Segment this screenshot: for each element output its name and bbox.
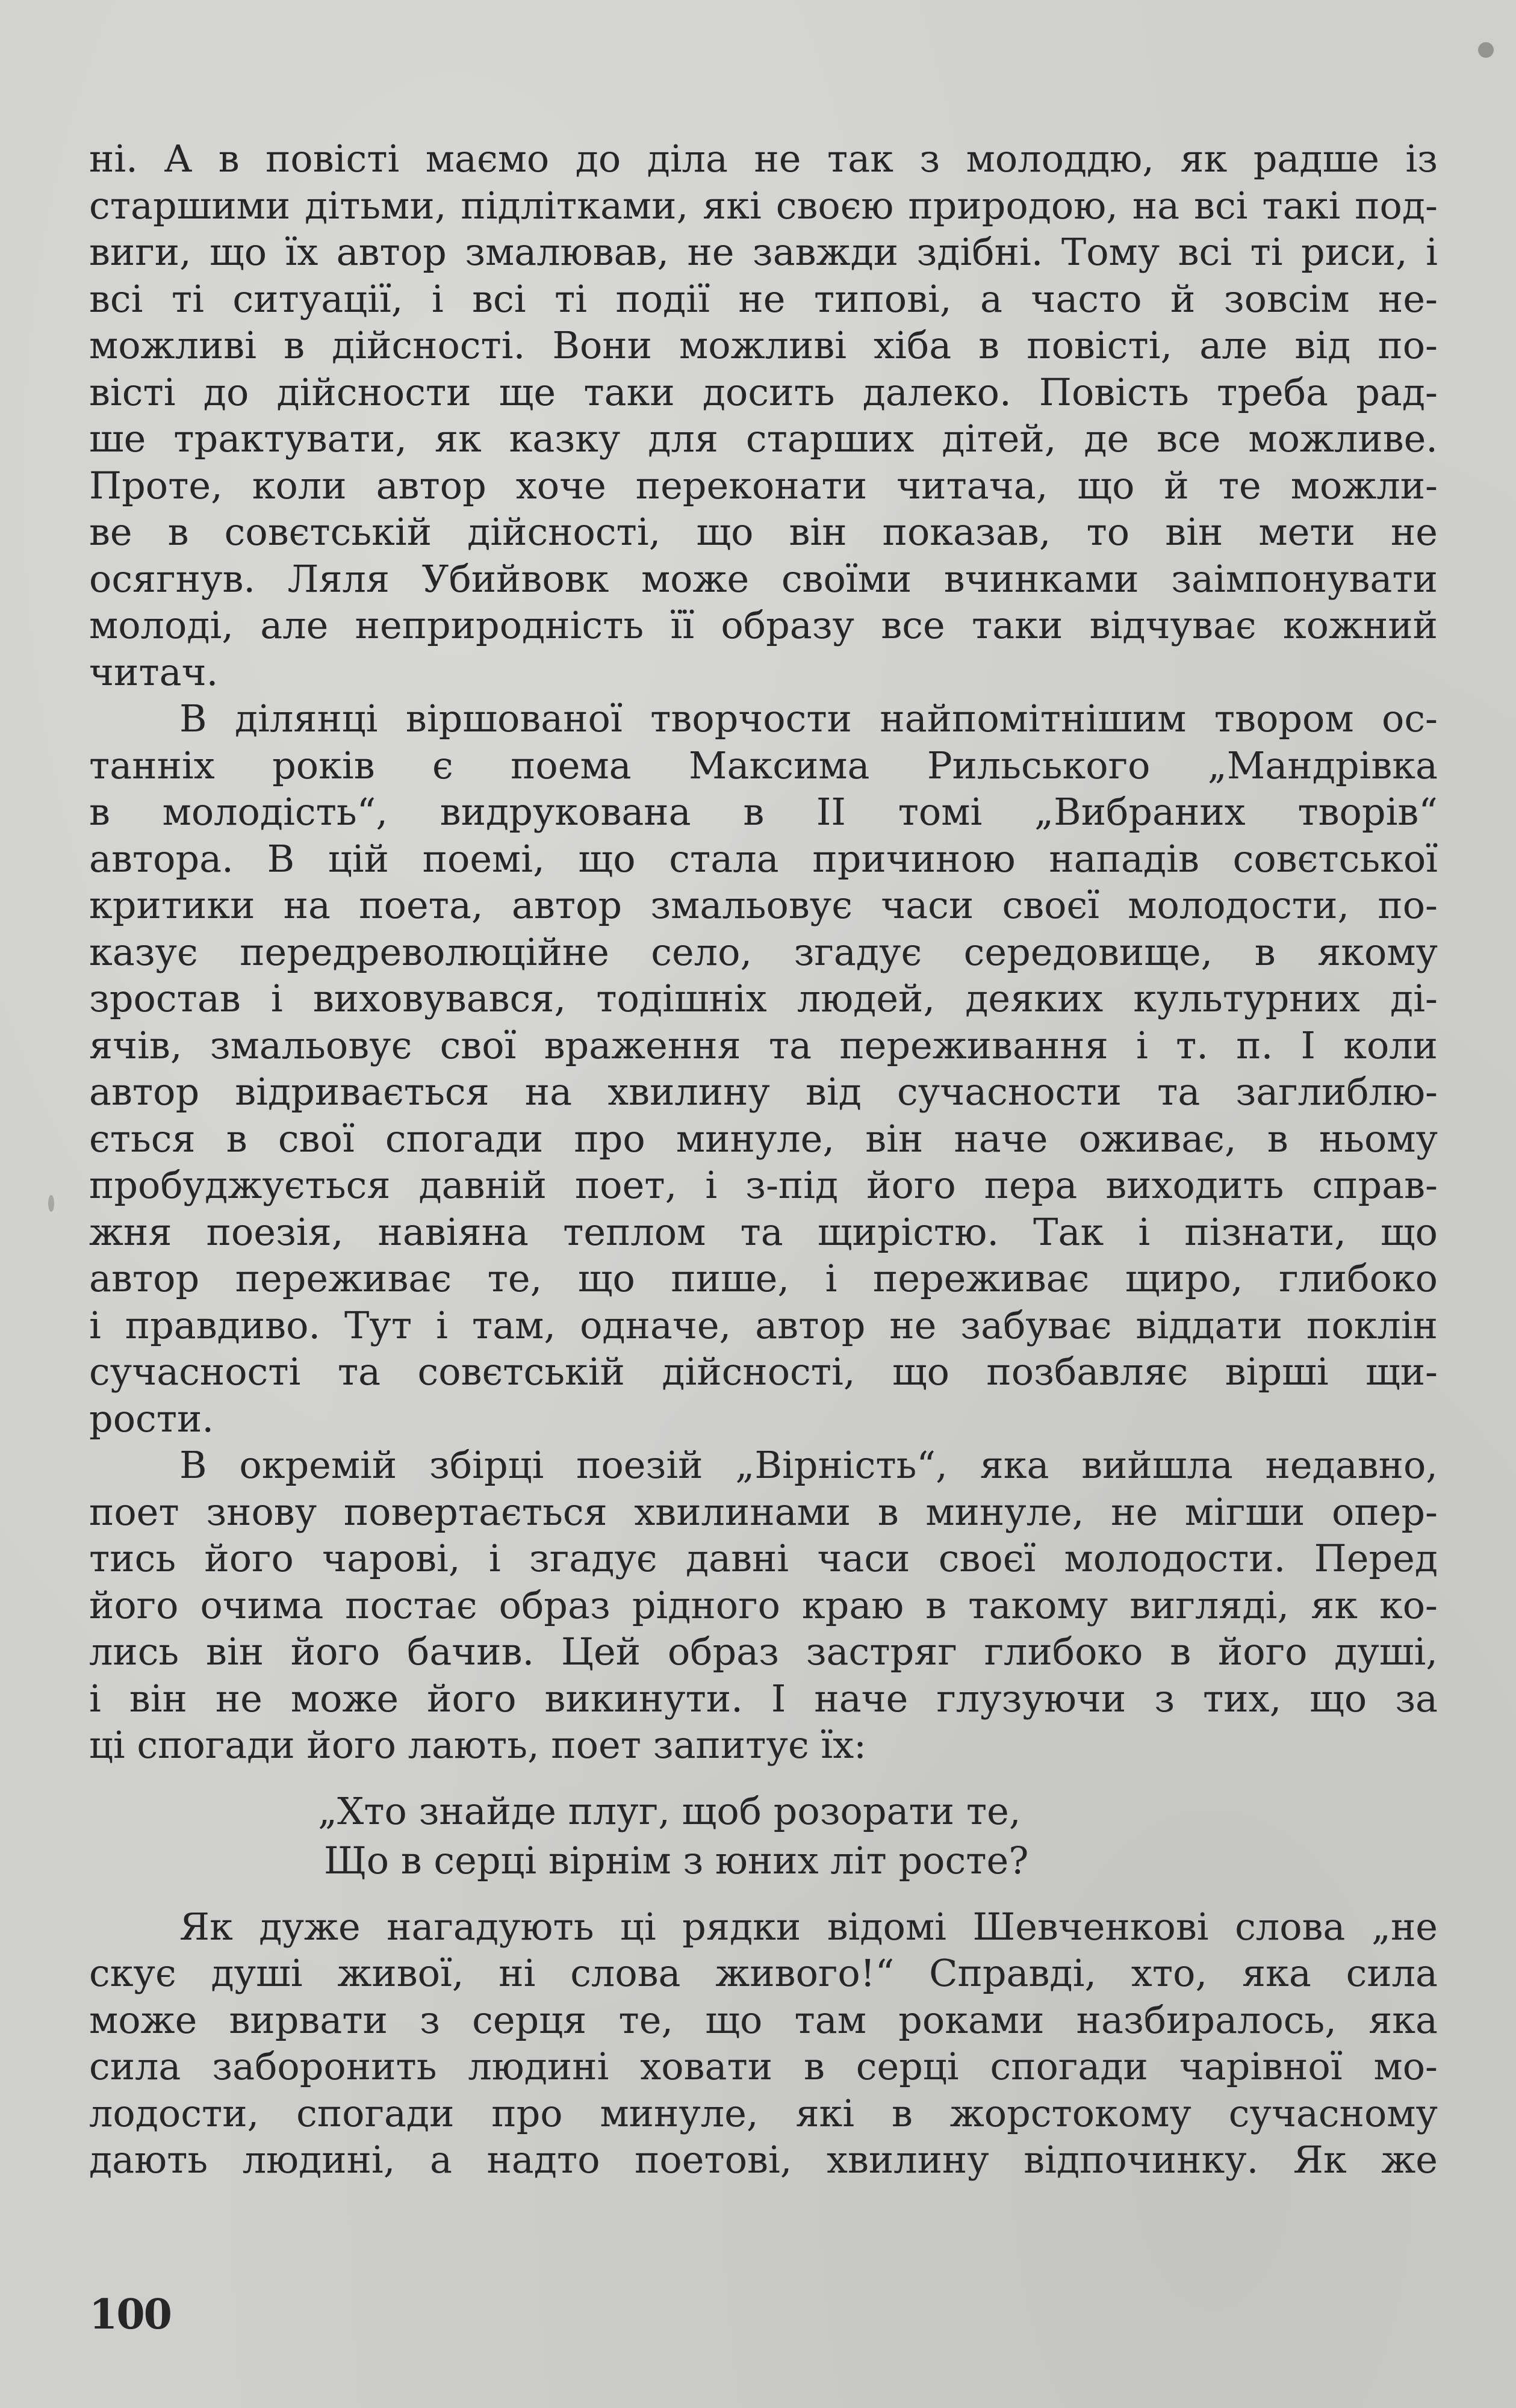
text-line: В окремій збірці поезій „Вірність“, яка вийшла недавно, [179, 1443, 1438, 1487]
page-number: 100 [89, 2291, 171, 2339]
text-line: виги, що їх автор змалював, не завжди здібні. Тому всі ті риси, і [89, 230, 1438, 274]
text-line: автор відривається на хвилину від сучасности та заглиблю- [89, 1070, 1438, 1114]
text-line: всі ті ситуації, і всі ті події не типові, а часто й зовсім не- [89, 276, 1438, 321]
poem-line: Що в серці вірнім з юних літ росте? [324, 1838, 1029, 1882]
text-line: скує душі живої, ні слова живого!“ Справді, хто, яка сила [89, 1951, 1438, 1995]
text-line: танніх років є поема Максима Рильського „Мандрівка [89, 743, 1438, 787]
text-line: вісті до дійсности ще таки досить далеко. Повість треба рад- [89, 370, 1438, 414]
text-line: можливі в дійсності. Вони можливі хіба в повісті, але від по- [89, 323, 1438, 367]
text-line: може вирвати з серця те, що там роками назбиралось, яка [89, 1997, 1438, 2042]
page-text [89, 135, 1438, 2183]
text-line: зростав і виховувався, тодішніх людей, деяких культурних ді- [89, 976, 1438, 1020]
text-line: ється в свої спогади про минуле, він наче оживає, в ньому [89, 1116, 1438, 1161]
text-line: сучасності та совєтській дійсності, що позбавляє вірші щи- [89, 1350, 1438, 1394]
text-line: і правдиво. Тут і там, одначе, автор не забуває віддати поклін [89, 1303, 1438, 1347]
poem-line: „Хто знайде плуг, щоб розорати те, [318, 1789, 1021, 1833]
poem-spacer [89, 1769, 1438, 1787]
text-line: лись він його бачив. Цей образ застряг глибоко в його душі, [89, 1630, 1438, 1674]
text-line: старшими дітьми, підлітками, які своєю природою, на всі такі под- [89, 183, 1438, 228]
text-line: ве в совєтській дійсності, що він показав, то він мети не [89, 510, 1438, 554]
text-line: і він не може його викинути. І наче глузуючи з тих, що за [89, 1676, 1438, 1721]
text-line: молоді, але неприродність її образу все таки відчуває кожний [89, 603, 1438, 647]
text-line: В ділянці віршованої творчости найпомітнішим твором ос- [179, 697, 1438, 740]
text-line: сила заборонить людині ховати в серці спогади чарівної мо- [89, 2044, 1438, 2088]
text-line: поет знову повертається хвилинами в минуле, не мігши опер- [89, 1489, 1438, 1534]
text-line: пробуджується давній поет, і з-під його пера виходить справ- [89, 1163, 1438, 1207]
text-line: осягнув. Ляля Убийвовк може своїми вчинками заімпонувати [89, 556, 1438, 601]
paper-speck [1478, 42, 1494, 58]
text-line: ше трактувати, як казку для старших дітей, де все можливе. [89, 417, 1438, 461]
text-line: автор переживає те, що пише, і переживає щиро, глибоко [89, 1256, 1438, 1300]
text-line: дають людині, а надто поетові, хвилину відпочинку. Як же [89, 2138, 1438, 2182]
text-line: ні. А в повісті маємо до діла не так з молоддю, як радше із [89, 137, 1438, 181]
text-line: рости. [89, 1396, 214, 1441]
text-line: казує передреволюційне село, згадує середовище, в якому [89, 929, 1438, 974]
text-line: лодости, спогади про минуле, які в жорстокому сучасному [89, 2091, 1438, 2135]
poem-spacer [89, 1885, 1438, 1904]
text-line: читач. [89, 650, 219, 694]
text-line: критики на поета, автор змальовує часи своєї молодости, по- [89, 883, 1438, 927]
text-line: його очима постає образ рідного краю в такому вигляді, як ко- [89, 1583, 1438, 1627]
text-line: ці спогади його лають, поет запитує їх: [89, 1723, 867, 1767]
text-line: Проте, коли автор хоче переконати читача, що й те можли- [89, 463, 1438, 507]
text-line: ячів, змальовує свої враження та переживання і т. п. І коли [89, 1023, 1438, 1067]
text-line: тись його чарові, і згадує давні часи своєї молодости. Перед [89, 1536, 1438, 1580]
text-line: автора. В цій поемі, що стала причиною нападів совєтської [89, 836, 1438, 881]
poem-quote [89, 1787, 1438, 1885]
text-line: в молодість“, видрукована в II томі „Вибраних творів“ [89, 790, 1438, 834]
text-line: Як дуже нагадують ці рядки відомі Шевченкові слова „не [179, 1904, 1438, 1949]
paper-speck [48, 1195, 54, 1212]
text-line: жня поезія, навіяна теплом та щирістю. Так і пізнати, що [89, 1209, 1438, 1254]
